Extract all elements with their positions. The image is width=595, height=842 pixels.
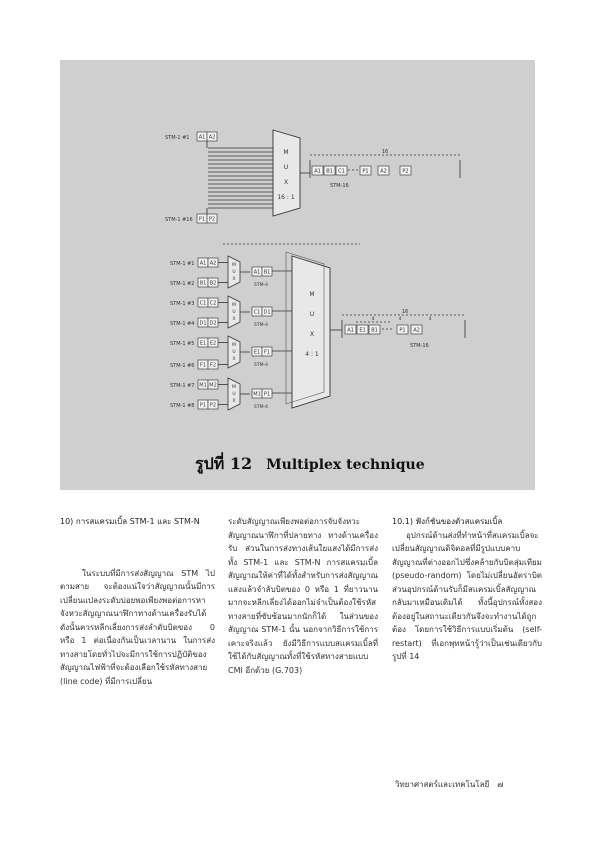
bottom-mux-label: 4 : 1 [305, 351, 319, 358]
bottom-stm4-label-4: STM-4 [254, 405, 268, 410]
paragraph-2: ระดับสัญญาณเพียงพอต่อการจับจังหวะสัญญาณนาฬิกาที่ปลายทาง ทางด้านเครื่องรับ ส่วนในการส่งทางเส้นใยแสงได้มีการส่งทั้ง STM-1 และ STM-N การสแครมเบิ้ลสัญญาณให้ค่าที่ได้ทั้งสำหรับการส่งสัญญาณแสงแล้วจำลับบิตของ 0 หรือ 1 ที่ยาวนานมากจะหลีกเลี่ยงได้ออกไม่จำเป็นต้องใช้รหัสทางสายที่ซับซ้อนมากนักก็ได้ ในส่วนของสัญญาณ STM-1 นั้น นอกจากวิธีการใช้การเคาะจริงแล้ว ยังมีวิธีการแบบสแครมเบิ้ลที่ใช้ได้กับสัญญาณทั้งที่ใช้รหัสทางสายแบบ CMI อีกด้วย (G.703) [228, 517, 378, 675]
page-footer [395, 778, 545, 791]
top-output-cell-5-label: A2 [380, 168, 387, 175]
multiplex-diagram [60, 60, 535, 490]
bottom-input-cell-a-label: D1 [199, 320, 207, 327]
bottom-span-label-3: 4 [398, 317, 402, 322]
bottom-output-cell-3-label: B1 [371, 327, 378, 334]
top-output-cell-1-label: A1 [314, 168, 321, 175]
bottom-input-cell-a-label: M1 [199, 382, 207, 389]
bottom-input-label-5: STM-1 #5 [170, 341, 195, 347]
bottom-input-cell-b-label: C2 [209, 300, 217, 307]
bottom-output-label: STM-16 [410, 343, 429, 349]
top-mux-block [273, 130, 300, 216]
top-mux-label: M [283, 149, 289, 156]
top-input-label-1: STM-1 #1 [165, 135, 190, 141]
top-output-cell-4-label: P1 [362, 168, 369, 175]
bottom-submux-label: U [232, 392, 236, 397]
bottom-stm4-label-1: STM-4 [254, 283, 268, 288]
bottom-stm4-label-3: STM-4 [254, 363, 268, 368]
top-input-cell-1-label: A1 [198, 134, 206, 141]
bottom-stm4-label-2: STM-4 [254, 323, 268, 328]
top-output-cell-3-label: C1 [338, 168, 345, 175]
top-input-cell-4-label: P2 [208, 216, 216, 223]
bottom-input-cell-b-label: D2 [209, 320, 217, 327]
bottom-submux-label: X [232, 317, 236, 322]
journal-name: วิทยาศาสตร์และเทคโนโลยี [395, 780, 490, 789]
bottom-submux-label: U [232, 270, 236, 275]
bottom-span-label-4: 4 [428, 317, 432, 322]
section-heading-scrambling: 10) การสแครมเบิ้ล STM-1 และ STM-N [60, 517, 200, 526]
top-input-cell-3-label: P1 [198, 216, 206, 223]
top-mux-label: 16 : 1 [277, 194, 295, 201]
bottom-input-cell-b-label: E2 [209, 340, 217, 347]
bottom-input-label-3: STM-1 #3 [170, 301, 195, 307]
paragraph-3: อุปกรณ์ด้านส่งที่ทำหน้าที่สแครมเบิ้ลจะเปลี่ยนสัญญาณดิจิตอลที่มีรูปแบบคาบ สัญญาณที่ต่างออกไปซึ่งคล้ายกับบิตสุ่มเทียม (pseudo-random) โดยไม่เปลี่ยนอัตราบิต ส่วนอุปกรณ์ด้านรับก็มีสแครมเบิ้ลสัญญาณกลับมาเหมือนเดิมได้ ทั้งนี้อุปกรณ์ทั้งสองต้องอยู่ในสถานะเดียวกันจึงจะทำงานได้ถูกต้อง โดยการใช้วิธีการแบบเริ่มต้น (self-restart) ที่เอกพุทหน้ารู้ว่าเป็นเช่นเดียวกับรูปที่ 14 [392, 530, 542, 661]
paragraph-1: ในระบบที่มีการส่งสัญญาณ STM ไปตามสาย จะต้องแน่ใจว่าสัญญาณนั้นมีการเปลี่ยนแปลงระดับบ่อยพอเพียงพอต่อการหาจังหวะสัญญาณนาฬิกาทางด้านเครื่องรับได้ ดังนั้นควรหลีกเลี่ยงการส่งลำดับบิตของ 0 หรือ 1 ต่อเนื่องกันเป็นเวลานาน ในการส่งทางสายโดยทั่วไปจะมีการใช้การปฏิบัติของสัญญาณไฟฟ้าที่จะต้องเลือกใช้รหัสทางสาย (line code) ที่มีการเปลี่ยน [60, 568, 215, 686]
bottom-submux-label: U [232, 310, 236, 315]
caption-prefix: รูปที่ 12 [195, 454, 253, 473]
bottom-stm4-cell-b-label: B1 [263, 269, 271, 276]
bottom-input-cell-a-label: E1 [199, 340, 207, 347]
bottom-input-label-4: STM-1 #4 [170, 321, 195, 327]
section-heading-scrambler-function: 10.1) ฟังก์ชันของตัวสแครมเบิ้ล [392, 517, 503, 526]
bottom-submux-label: M [232, 263, 236, 268]
top-mux-label: X [283, 179, 289, 186]
top-mux-label: U [283, 164, 289, 171]
bottom-input-cell-b-label: A2 [209, 260, 217, 267]
bottom-stm4-cell-b-label: D1 [263, 309, 271, 316]
bottom-input-cell-a-label: C1 [199, 300, 207, 307]
bottom-stm4-cell-a-label: E1 [253, 349, 261, 356]
bottom-submux-label: U [232, 350, 236, 355]
bottom-stm4-cell-a-label: M1 [253, 391, 261, 398]
bottom-span-label-1: 16 [401, 309, 409, 315]
bottom-output-cell-2-label: E1 [359, 327, 366, 334]
bottom-output-cell-1-label: A1 [347, 327, 354, 334]
bottom-stm4-cell-b-label: P1 [263, 391, 271, 398]
top-output-label: STM-16 [330, 183, 349, 189]
bottom-output-cell-5-label: A2 [413, 327, 420, 334]
bottom-input-cell-b-label: M2 [209, 382, 217, 389]
column-2 [228, 515, 378, 677]
bottom-submux-label: X [232, 357, 236, 362]
page-number: ๗ [497, 780, 504, 789]
bottom-stm4-cell-b-label: F1 [263, 349, 271, 356]
bottom-input-label-8: STM-1 #8 [170, 403, 195, 409]
bottom-submux-label: X [232, 399, 236, 404]
bottom-input-label-6: STM-1 #6 [170, 363, 195, 369]
bottom-input-cell-b-label: B2 [209, 280, 217, 287]
bottom-submux-label: M [232, 343, 236, 348]
bottom-input-label-1: STM-1 #1 [170, 261, 195, 267]
bottom-submux-label: M [232, 385, 236, 390]
caption-title: Multiplex technique [266, 457, 425, 473]
bottom-submux-label: M [232, 303, 236, 308]
bottom-input-cell-a-label: B1 [199, 280, 207, 287]
bottom-input-label-7: STM-1 #7 [170, 383, 195, 389]
bottom-stm4-cell-a-label: A1 [253, 269, 261, 276]
figure-multiplex [60, 60, 535, 490]
bottom-output-cell-4-label: P1 [399, 327, 406, 334]
bottom-input-cell-a-label: F1 [199, 362, 207, 369]
top-input-cell-2-label: A2 [208, 134, 216, 141]
column-3 [392, 515, 542, 664]
bottom-mux-label: M [309, 291, 315, 298]
bottom-mux-label: X [309, 331, 315, 338]
column-1 [60, 515, 215, 688]
top-output-cell-2-label: B1 [326, 168, 333, 175]
bottom-input-cell-a-label: A1 [199, 260, 207, 267]
top-span-label: 16 [381, 149, 389, 155]
top-input-label-16: STM-1 #16 [165, 217, 193, 223]
figure-caption [195, 452, 425, 482]
bottom-input-cell-b-label: P2 [209, 402, 217, 409]
bottom-input-label-2: STM-1 #2 [170, 281, 195, 287]
bottom-stm4-cell-a-label: C1 [253, 309, 261, 316]
bottom-input-cell-a-label: P1 [199, 402, 207, 409]
bottom-mux-label: U [309, 311, 315, 318]
bottom-input-cell-b-label: F2 [209, 362, 217, 369]
bottom-span-label-2: 4 [371, 317, 375, 322]
top-output-cell-6-label: P2 [402, 168, 409, 175]
bottom-submux-label: X [232, 277, 236, 282]
